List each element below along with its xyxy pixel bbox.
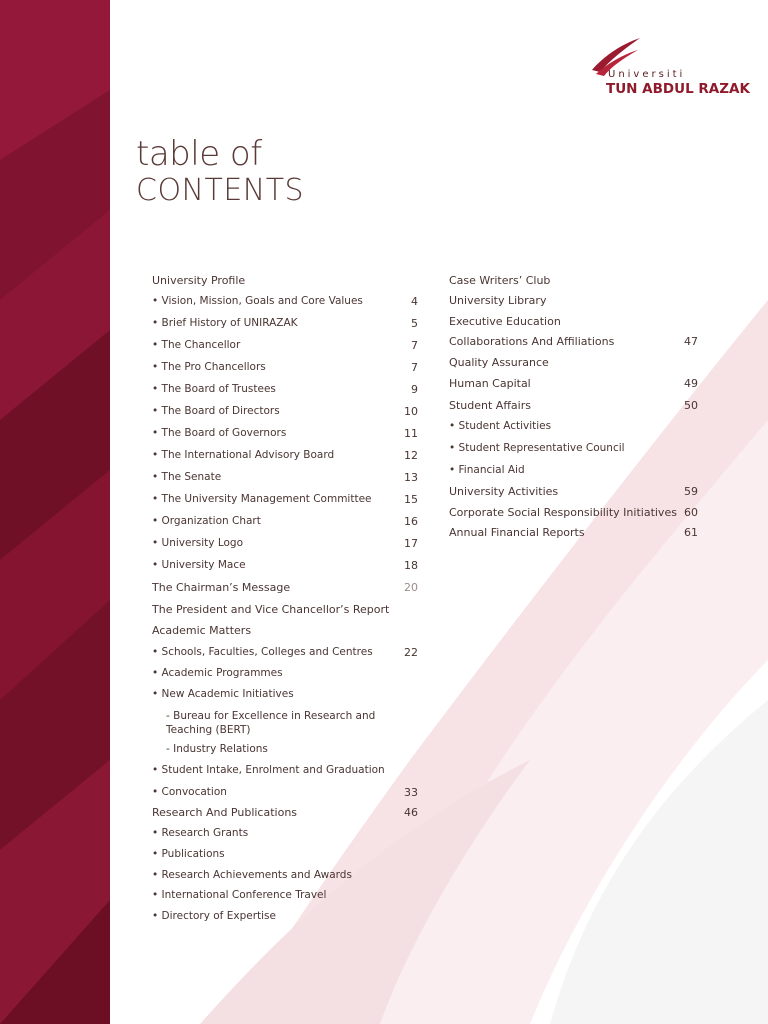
decorative-sidebar <box>0 0 110 1024</box>
university-logo <box>586 36 750 100</box>
logo-universiti-text: Universiti <box>608 69 686 80</box>
heading-line-2: CONTENTS <box>136 173 305 208</box>
logo-name-text: TUN ABDUL RAZAK <box>606 81 750 97</box>
page-heading <box>136 134 304 208</box>
heading-line-1: table of <box>136 134 262 174</box>
